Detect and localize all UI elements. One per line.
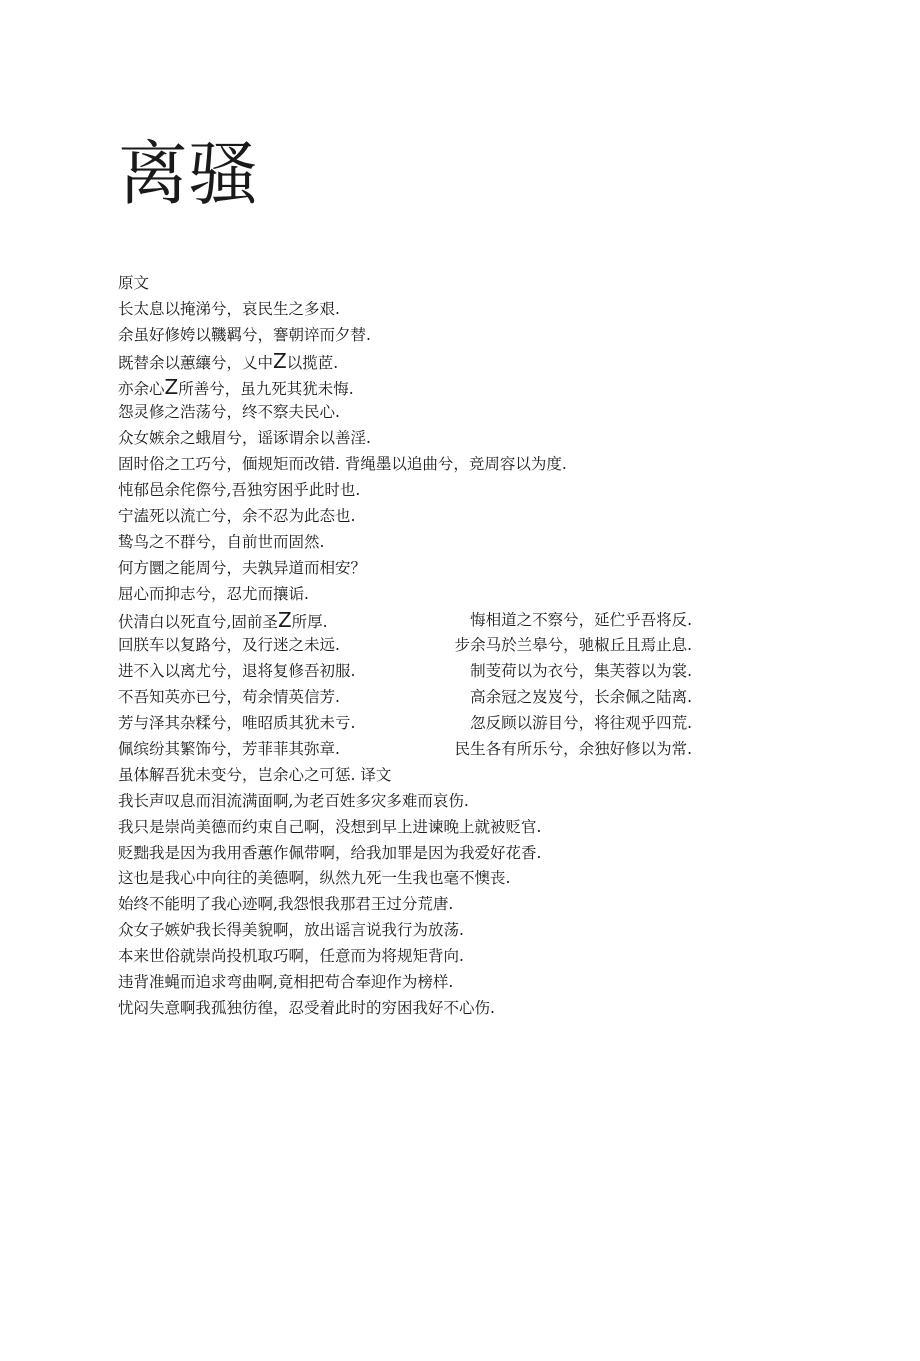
poem-line	[118, 892, 818, 918]
variant-glyph: Z	[164, 374, 179, 399]
poem-line	[118, 530, 818, 556]
poem-line	[118, 815, 818, 841]
variant-glyph: Z	[273, 348, 287, 373]
poem-line-right-text: 民生各有所乐兮，余独好修以为常.	[454, 740, 692, 759]
poem-lines	[118, 297, 818, 1022]
poem-line-right-text: 悔相道之不察兮，延伫乎吾将反.	[470, 610, 692, 629]
poem-line	[118, 737, 818, 763]
poem-line-right-text: 步余马於兰皋兮，驰椒丘且焉止息.	[454, 636, 692, 655]
poem-line-right-text: 高余冠之岌岌兮，长余佩之陆离.	[470, 688, 692, 707]
poem-line-left-text: 始终不能明了我心迹啊,我怨恨我那君王过分荒唐.	[118, 895, 454, 914]
poem-line	[118, 841, 818, 867]
poem-line	[118, 504, 818, 530]
poem-line	[118, 918, 818, 944]
poem-line-left-text: 违背准蝇而追求弯曲啊,竟相把苟合奉迎作为榜样.	[118, 973, 454, 992]
poem-line-left-text: 佩缤纷其繁饰兮，芳菲菲其弥章.	[118, 740, 340, 759]
poem-line-text-a: 既替余以蕙纕兮，乂中	[118, 353, 274, 372]
poem-line-left-text: 忳郁邑余侘傺兮,吾独穷困乎此时也.	[118, 481, 361, 500]
poem-line-right-text: 忽反顾以游目兮，将往观乎四荒.	[470, 714, 692, 733]
poem-line	[118, 323, 818, 349]
poem-line-left-text: 何方圜之能周兮，夫孰异道而相安？	[118, 558, 367, 577]
poem-line	[118, 944, 818, 970]
poem-line	[118, 297, 818, 323]
poem-line	[118, 452, 818, 478]
poem-line	[118, 375, 818, 401]
poem-line-left-text: 我只是崇尚美德而约束自己啊，没想到早上进谏晚上就被贬官.	[118, 817, 542, 836]
poem-line	[118, 659, 818, 685]
poem-line-left-text: 进不入以离尤兮，退将复修吾初服.	[118, 662, 356, 681]
poem-line-text-a: 伏清白以死直兮,固前圣	[118, 612, 278, 631]
poem-line-text-a: 亦余心	[118, 379, 165, 398]
poem-line	[118, 608, 818, 634]
poem-line-left-text: 固时俗之工巧兮，偭规矩而改错. 背绳墨以追曲兮，竞周容以为度.	[118, 455, 567, 474]
document-title: 离骚	[118, 133, 258, 215]
poem-body	[118, 271, 818, 1022]
poem-line	[118, 582, 818, 608]
poem-line-left-text: 余虽好修姱以鞿羁兮，謇朝谇而夕替.	[118, 325, 371, 344]
poem-line-left-text: 宁溘死以流亡兮，余不忍为此态也.	[118, 507, 356, 526]
poem-line-left-text: 众女子嫉妒我长得美貌啊，放出谣言说我行为放荡.	[118, 921, 464, 940]
poem-line-left-text	[118, 375, 354, 403]
variant-glyph: Z	[277, 607, 292, 632]
poem-line-text-b: 以揽茝.	[286, 353, 339, 372]
poem-line	[118, 763, 818, 789]
poem-line	[118, 633, 818, 659]
poem-line	[118, 996, 818, 1022]
poem-line-right-text: 制芰荷以为衣兮，集芙蓉以为裳.	[470, 662, 692, 681]
poem-line-left-text: 不吾知英亦已兮，苟余情英信芳.	[118, 688, 340, 707]
poem-line-left-text: 鸷鸟之不群兮，自前世而固然.	[118, 532, 325, 551]
poem-line-left-text	[118, 608, 328, 636]
poem-line	[118, 400, 818, 426]
poem-line-left-text: 怨灵修之浩荡兮，终不察夫民心.	[118, 403, 340, 422]
poem-line-left-text: 芳与泽其杂糅兮，唯昭质其犹未亏.	[118, 714, 356, 733]
poem-line-left-text: 我长声叹息而泪流满面啊,为老百姓多灾多难而哀伤.	[118, 791, 469, 810]
poem-line	[118, 789, 818, 815]
poem-line-text-b: 所厚.	[291, 612, 328, 631]
poem-line-left-text: 回朕车以复路兮，及行迷之未远.	[118, 636, 340, 655]
poem-line	[118, 866, 818, 892]
poem-line-left-text: 众女嫉余之蛾眉兮，谣诼谓余以善淫.	[118, 429, 371, 448]
poem-line-text-b: 所善兮，虽九死其犹未悔.	[178, 379, 354, 398]
poem-line	[118, 556, 818, 582]
poem-line	[118, 685, 818, 711]
poem-line	[118, 478, 818, 504]
poem-line	[118, 426, 818, 452]
poem-line-left-text: 本来世俗就崇尚投机取巧啊，任意而为将规矩背向.	[118, 947, 464, 966]
poem-line-left-text: 这也是我心中向往的美德啊，纵然九死一生我也毫不懊丧.	[118, 869, 511, 888]
poem-line-left-text: 屈心而抑志兮，忍尤而攘诟.	[118, 584, 309, 603]
poem-line-left-text	[118, 349, 338, 377]
poem-line-left-text: 虽体解吾犹未变兮，岂余心之可惩. 译文	[118, 765, 392, 784]
poem-line-left-text: 长太息以掩涕兮，哀民生之多艰.	[118, 299, 340, 318]
poem-line-left-text: 贬黜我是因为我用香蕙作佩带啊，给我加罪是因为我爱好花香.	[118, 843, 542, 862]
poem-line-left-text: 忧闷失意啊我孤独彷徨，忍受着此时的穷困我好不心伤.	[118, 998, 495, 1017]
poem-line	[118, 349, 818, 375]
poem-line	[118, 970, 818, 996]
poem-line	[118, 711, 818, 737]
section-heading-original: 原文	[118, 274, 150, 292]
